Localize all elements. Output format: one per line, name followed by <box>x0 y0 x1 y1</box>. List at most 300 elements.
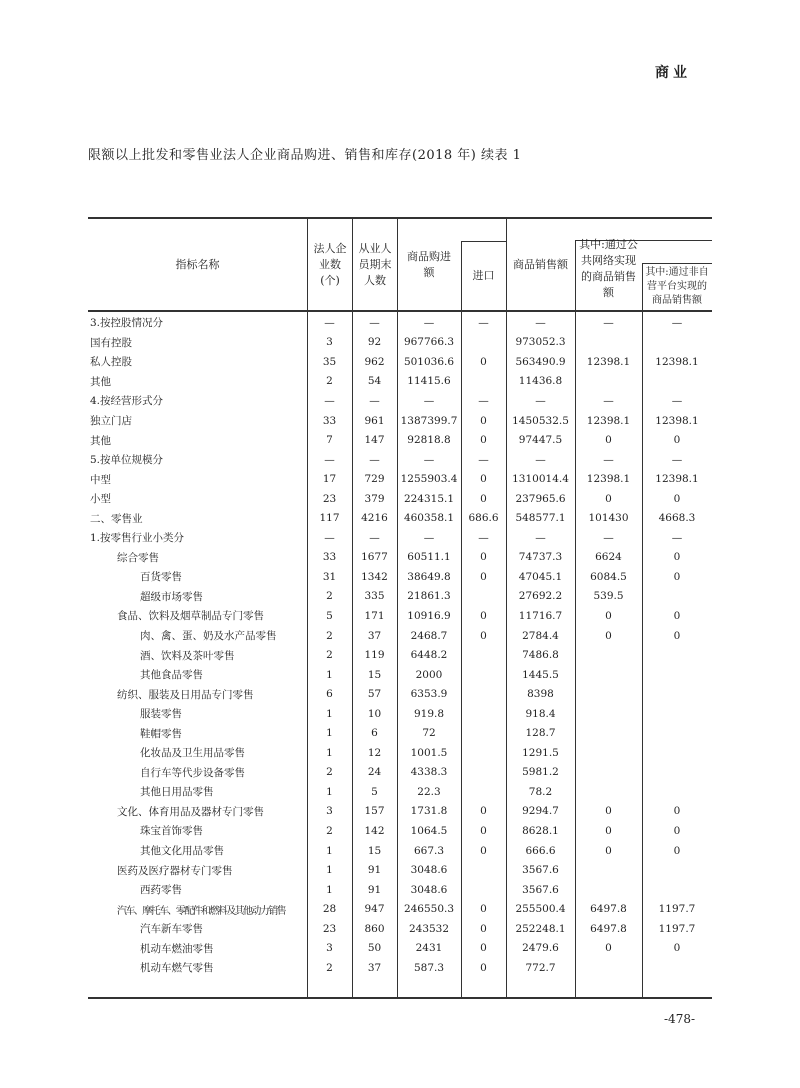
cell-value: 8628.1 <box>522 824 559 837</box>
cell-value: — <box>324 316 335 329</box>
cell-value: 0 <box>673 844 681 857</box>
cell-value: 918.4 <box>525 707 556 720</box>
cell-value: 947 <box>364 903 385 916</box>
cell-value: — <box>535 316 546 329</box>
cell-value: 10 <box>367 707 382 720</box>
cell-value: 335 <box>364 590 385 603</box>
table-row <box>88 841 712 861</box>
table-row <box>88 645 712 665</box>
table-row <box>88 723 712 743</box>
column-header-non-self-platform: 其中:通过非自营平台实现的商品销售额 <box>645 267 709 306</box>
cell-value: 2479.6 <box>522 942 559 955</box>
cell-value: 12 <box>367 746 382 759</box>
cell-value: 3048.6 <box>410 883 448 896</box>
cell-value: 379 <box>364 492 385 505</box>
column-header-imports: 进口 <box>472 269 495 282</box>
header-bottom-rule <box>88 310 712 312</box>
table-row <box>88 548 712 568</box>
cell-value <box>461 372 506 392</box>
row-label: 私人控股 <box>90 356 132 369</box>
cell-value: — <box>423 316 435 329</box>
cell-value: 7 <box>326 434 333 447</box>
table-row <box>88 372 712 392</box>
cell-value: 1 <box>326 668 333 681</box>
row-label: 其他食品零售 <box>140 669 203 682</box>
cell-value: — <box>369 531 380 544</box>
cell-value: 255500.4 <box>515 903 566 916</box>
cell-value <box>642 958 712 978</box>
table-row <box>88 782 712 802</box>
cell-value: — <box>535 394 546 407</box>
cell-value: 4216 <box>361 512 388 525</box>
cell-value: 5 <box>371 785 378 798</box>
row-label: 国有控股 <box>90 336 132 349</box>
row-label: 珠宝首饰零售 <box>140 825 203 838</box>
cell-value <box>642 704 712 724</box>
cell-value: 3567.6 <box>522 864 559 877</box>
cell-value: 2 <box>326 961 333 974</box>
table-row <box>88 763 712 783</box>
cell-value: 0 <box>605 942 612 955</box>
row-label: 西药零售 <box>140 884 182 897</box>
cell-value: 548577.1 <box>515 512 566 525</box>
cell-value: 91 <box>367 864 382 877</box>
column-header-employees: 从业人员期末人数 <box>358 241 392 287</box>
cell-value: 15 <box>367 844 382 857</box>
cell-value: 1 <box>326 746 333 759</box>
cell-value: 8398 <box>527 688 554 701</box>
cell-value <box>642 782 712 802</box>
cell-value: 0 <box>673 805 681 818</box>
cell-value: — <box>423 531 435 544</box>
cell-value: — <box>369 453 380 466</box>
cell-value: 2 <box>326 629 333 642</box>
cell-value: 961 <box>364 414 385 427</box>
table-row <box>88 743 712 763</box>
cell-value: 5 <box>326 609 333 622</box>
row-label: 纺织、服装及日用品专门零售 <box>117 688 254 701</box>
table-row <box>88 665 712 685</box>
cell-value: 0 <box>480 942 487 955</box>
cell-value: 0 <box>673 570 681 583</box>
cell-value <box>642 684 712 704</box>
row-label: 百货零售 <box>140 571 182 584</box>
table-row <box>88 821 712 841</box>
cell-value <box>461 587 506 607</box>
cell-value: 2 <box>326 766 333 779</box>
cell-value: 0 <box>480 551 487 564</box>
row-label: 中型 <box>90 473 111 486</box>
cell-value <box>642 372 712 392</box>
cell-value: 23 <box>322 492 337 505</box>
cell-value: 10916.9 <box>407 609 451 622</box>
cell-value: — <box>671 531 683 544</box>
cell-value: 3 <box>326 805 333 818</box>
cell-value: 1450532.5 <box>512 414 569 427</box>
cell-value: 1387399.7 <box>400 414 458 427</box>
cell-value: 666.6 <box>525 844 556 857</box>
table-row <box>88 958 712 978</box>
cell-value: — <box>603 453 614 466</box>
cell-value: 23 <box>322 922 337 935</box>
table-body <box>88 313 712 978</box>
cell-value: 2 <box>326 824 333 837</box>
cell-value: — <box>603 531 614 544</box>
column-header-enterprises: 法人企业数(个) <box>313 241 347 287</box>
cell-value: 973052.3 <box>515 336 566 349</box>
cell-value: 17 <box>322 473 337 486</box>
row-label: 服装零售 <box>140 708 182 721</box>
cell-value: 0 <box>480 609 487 622</box>
table-row <box>88 860 712 880</box>
table-row <box>88 528 712 548</box>
table-row <box>88 899 712 919</box>
cell-value: 0 <box>480 824 487 837</box>
cell-value: 1445.5 <box>522 668 559 681</box>
cell-value: 7486.8 <box>522 649 559 662</box>
cell-value: 91 <box>367 883 382 896</box>
cell-value <box>642 743 712 763</box>
cell-value: 967766.3 <box>403 336 455 349</box>
cell-value: 0 <box>480 844 487 857</box>
cell-value: 460358.1 <box>403 512 455 525</box>
cell-value: 0 <box>605 844 612 857</box>
table-row <box>88 880 712 900</box>
cell-value: 1 <box>326 785 333 798</box>
column-header-sales: 商品销售额 <box>513 257 568 271</box>
cell-value: 919.8 <box>413 707 445 720</box>
cell-value: 24 <box>367 766 382 779</box>
cell-value: 6497.8 <box>590 922 627 935</box>
cell-value: 22.3 <box>417 785 441 798</box>
row-label: 酒、饮料及茶叶零售 <box>140 649 235 662</box>
cell-value: — <box>535 531 546 544</box>
cell-value: 0 <box>673 824 681 837</box>
row-label: 机动车燃气零售 <box>140 962 214 975</box>
cell-value: 2000 <box>415 668 443 681</box>
row-label: 小型 <box>90 493 111 506</box>
cell-value: 6 <box>326 688 333 701</box>
row-label: 其他 <box>90 434 111 447</box>
row-label: 肉、禽、蛋、奶及水产品零售 <box>140 630 277 643</box>
cell-value: 252248.1 <box>515 922 566 935</box>
row-label: 综合零售 <box>117 551 159 564</box>
table-row <box>88 411 712 431</box>
cell-value: — <box>671 394 683 407</box>
cell-value: — <box>369 394 380 407</box>
cell-value <box>642 860 712 880</box>
table-row <box>88 430 712 450</box>
cell-value: 2784.4 <box>522 629 559 642</box>
row-label: 文化、体育用品及器材专门零售 <box>117 805 264 818</box>
cell-value: 60511.1 <box>407 551 451 564</box>
row-label: 其他 <box>90 375 111 388</box>
cell-value: 31 <box>322 570 337 583</box>
cell-value: 6353.9 <box>410 688 448 701</box>
cell-value: 33 <box>322 414 337 427</box>
cell-value: — <box>369 316 380 329</box>
row-label: 化妆品及卫生用品零售 <box>140 747 245 760</box>
cell-value: — <box>478 453 489 466</box>
cell-value: — <box>324 394 335 407</box>
cell-value <box>461 763 506 783</box>
cell-value: 12398.1 <box>586 473 631 486</box>
cell-value: 12398.1 <box>655 355 699 368</box>
cell-value <box>461 880 506 900</box>
cell-value <box>575 665 642 685</box>
cell-value: 0 <box>480 903 487 916</box>
cell-value: 1342 <box>361 570 388 583</box>
cell-value: 1064.5 <box>410 824 448 837</box>
table-row <box>88 802 712 822</box>
cell-value: 27692.2 <box>518 590 563 603</box>
table-bottom-rule <box>88 997 712 999</box>
column-header-purchases: 商品购进额 <box>407 249 451 279</box>
cell-value: 12398.1 <box>586 355 631 368</box>
cell-value: 6497.8 <box>590 903 627 916</box>
column-header-name: 指标名称 <box>175 257 220 271</box>
cell-value: 0 <box>605 609 612 622</box>
cell-value: 1677 <box>361 551 388 564</box>
cell-value: 101430 <box>588 512 629 525</box>
cell-value: 6448.2 <box>410 649 448 662</box>
cell-value: 0 <box>480 629 487 642</box>
cell-value: 142 <box>364 824 385 837</box>
cell-value: 15 <box>367 668 382 681</box>
cell-value: — <box>324 531 335 544</box>
cell-value: 729 <box>364 473 385 486</box>
cell-value <box>642 587 712 607</box>
cell-value <box>642 763 712 783</box>
cell-value <box>461 645 506 665</box>
cell-value: 6084.5 <box>590 570 627 583</box>
table-row <box>88 469 712 489</box>
cell-value: 0 <box>605 629 612 642</box>
cell-value: — <box>324 453 335 466</box>
table-row <box>88 939 712 959</box>
table-row <box>88 489 712 509</box>
row-label: 独立门店 <box>90 415 132 427</box>
cell-value: — <box>478 531 489 544</box>
cell-value <box>642 645 712 665</box>
cell-value: 128.7 <box>525 727 556 740</box>
cell-value: 33 <box>322 551 337 564</box>
cell-value: 9294.7 <box>522 805 559 818</box>
cell-value <box>575 860 642 880</box>
table-title: 限额以上批发和零售业法人企业商品购进、销售和库存(2018 年) 续表 1 <box>88 148 522 163</box>
cell-value: — <box>478 394 489 407</box>
cell-value: — <box>535 453 546 466</box>
cell-value <box>461 723 506 743</box>
cell-value <box>461 782 506 802</box>
cell-value <box>642 333 712 353</box>
cell-value: 0 <box>605 805 612 818</box>
cell-value <box>575 684 642 704</box>
cell-value: 1310014.4 <box>512 473 569 486</box>
cell-value: 0 <box>605 434 612 447</box>
row-label: 二、零售业 <box>90 512 143 525</box>
cell-value: 2 <box>326 375 333 388</box>
cell-value <box>642 723 712 743</box>
cell-value: 501036.6 <box>403 355 455 368</box>
cell-value: 2468.7 <box>410 629 448 642</box>
cell-value: 1197.7 <box>658 922 696 935</box>
table-row <box>88 919 712 939</box>
cell-value: 157 <box>364 805 385 818</box>
cell-value: — <box>423 394 435 407</box>
cell-value <box>575 958 642 978</box>
cell-value: 12398.1 <box>655 473 699 486</box>
cell-value: 1001.5 <box>410 746 448 759</box>
cell-value: 0 <box>673 629 681 642</box>
cell-value <box>461 333 506 353</box>
cell-value: 92818.8 <box>407 434 451 447</box>
table-row <box>88 684 712 704</box>
cell-value <box>575 372 642 392</box>
cell-value: 0 <box>480 414 487 427</box>
row-label: 3.按控股情况分 <box>90 317 164 330</box>
row-label: 1.按零售行业小类分 <box>90 532 185 545</box>
table-row <box>88 391 712 411</box>
cell-value: — <box>671 316 683 329</box>
cell-value: 147 <box>364 434 385 447</box>
cell-value: 0 <box>673 434 681 447</box>
cell-value: 2 <box>326 590 333 603</box>
cell-value <box>461 684 506 704</box>
row-label: 汽车、摩托车、零配件和燃料及其他动力销售 <box>117 905 285 917</box>
table-row <box>88 606 712 626</box>
cell-value: 3567.6 <box>522 883 559 896</box>
cell-value <box>575 743 642 763</box>
cell-value: 117 <box>319 512 340 525</box>
cell-value: 2 <box>326 649 333 662</box>
row-label: 5.按单位规模分 <box>90 454 164 467</box>
cell-value: 962 <box>364 355 385 368</box>
cell-value: 243532 <box>408 922 450 935</box>
cell-value <box>461 665 506 685</box>
cell-value: 246550.3 <box>403 903 455 916</box>
cell-value: 224315.1 <box>403 492 455 505</box>
cell-value: 0 <box>480 922 487 935</box>
cell-value: 667.3 <box>413 844 445 857</box>
cell-value: 11415.6 <box>407 375 451 388</box>
cell-value: 237965.6 <box>515 492 566 505</box>
cell-value: 2431 <box>415 942 443 955</box>
row-label: 鞋帽零售 <box>140 727 182 740</box>
cell-value: — <box>603 394 614 407</box>
cell-value: 47045.1 <box>518 570 563 583</box>
cell-value: 1255903.4 <box>400 473 458 486</box>
cell-value: 3048.6 <box>410 864 448 877</box>
cell-value: 72 <box>422 727 436 740</box>
table-row <box>88 333 712 353</box>
cell-value: 50 <box>367 942 382 955</box>
table-row <box>88 450 712 470</box>
cell-value: — <box>423 453 435 466</box>
cell-value: 4338.3 <box>410 766 448 779</box>
cell-value <box>642 665 712 685</box>
cell-value: 37 <box>367 961 382 974</box>
row-label: 医药及医疗器材专门零售 <box>117 864 233 877</box>
cell-value: 3 <box>326 942 333 955</box>
cell-value <box>575 763 642 783</box>
cell-value <box>575 704 642 724</box>
page-number: -478- <box>664 1012 696 1026</box>
cell-value: 0 <box>673 609 681 622</box>
row-label: 自行车等代步设备零售 <box>140 766 245 779</box>
table-row <box>88 352 712 372</box>
cell-value: 92 <box>367 336 382 349</box>
table-row <box>88 626 712 646</box>
cell-value: 54 <box>367 375 382 388</box>
cell-value: 563490.9 <box>515 355 566 368</box>
cell-value <box>575 880 642 900</box>
cell-value: 11716.7 <box>518 609 563 622</box>
cell-value: 0 <box>673 551 681 564</box>
cell-value: 5981.2 <box>522 766 559 779</box>
page-section-header: 商业 <box>655 65 691 81</box>
cell-value: — <box>671 453 683 466</box>
cell-value: 587.3 <box>413 961 445 974</box>
cell-value: 35 <box>322 355 337 368</box>
cell-value: 1291.5 <box>522 746 559 759</box>
row-label: 超级市场零售 <box>140 590 203 603</box>
cell-value: 3 <box>326 336 333 349</box>
cell-value: 686.6 <box>468 512 499 525</box>
cell-value: 21861.3 <box>407 590 451 603</box>
cell-value: 97447.5 <box>518 434 563 447</box>
cell-value: 0 <box>480 355 487 368</box>
cell-value: 0 <box>480 473 487 486</box>
table-row <box>88 704 712 724</box>
cell-value: 74737.3 <box>518 551 563 564</box>
row-label: 汽车新车零售 <box>140 923 203 936</box>
cell-value: 1 <box>326 707 333 720</box>
cell-value: 0 <box>480 492 487 505</box>
cell-value: 0 <box>605 824 612 837</box>
cell-value: 6 <box>371 727 378 740</box>
cell-value <box>575 782 642 802</box>
cell-value: 119 <box>364 649 385 662</box>
cell-value: 0 <box>480 961 487 974</box>
cell-value: 12398.1 <box>655 414 699 427</box>
cell-value: 6624 <box>595 551 622 564</box>
cell-value: 0 <box>673 492 681 505</box>
table-row <box>88 587 712 607</box>
cell-value: 1 <box>326 727 333 740</box>
cell-value <box>461 743 506 763</box>
cell-value <box>575 333 642 353</box>
cell-value: 28 <box>322 903 337 916</box>
cell-value: 171 <box>364 609 385 622</box>
cell-value: 11436.8 <box>518 375 563 388</box>
cell-value: 1197.7 <box>658 903 696 916</box>
cell-value: — <box>603 316 614 329</box>
cell-value <box>642 880 712 900</box>
cell-value: 4668.3 <box>658 512 696 525</box>
row-label: 机动车燃油零售 <box>140 942 214 955</box>
row-label: 4.按经营形式分 <box>90 395 164 408</box>
cell-value: 539.5 <box>593 590 624 603</box>
cell-value: 1 <box>326 883 333 896</box>
cell-value: 0 <box>673 942 681 955</box>
cell-value <box>575 645 642 665</box>
table-row <box>88 567 712 587</box>
cell-value <box>461 704 506 724</box>
cell-value: 78.2 <box>528 785 553 798</box>
cell-value: — <box>478 316 489 329</box>
cell-value: 12398.1 <box>586 414 631 427</box>
